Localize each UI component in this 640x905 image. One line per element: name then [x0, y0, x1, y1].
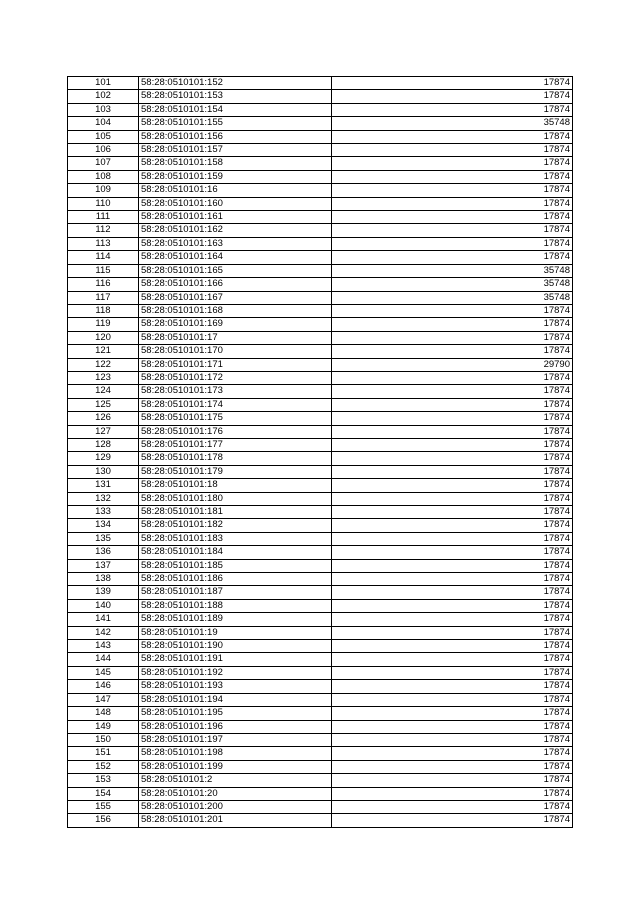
cadastral-number-cell: 58:28:0510101:180 — [139, 492, 332, 505]
row-number-cell: 149 — [68, 720, 139, 733]
cadastral-number-cell: 58:28:0510101:164 — [139, 251, 332, 264]
row-number-cell: 110 — [68, 197, 139, 210]
value-cell: 35748 — [332, 278, 573, 291]
table-row — [68, 586, 573, 599]
value-cell: 17874 — [332, 760, 573, 773]
value-cell: 17874 — [332, 707, 573, 720]
table-row — [68, 680, 573, 693]
table-row — [68, 77, 573, 90]
cadastral-number-cell: 58:28:0510101:184 — [139, 546, 332, 559]
cadastral-number-cell: 58:28:0510101:19 — [139, 626, 332, 639]
table-row — [68, 573, 573, 586]
row-number-cell: 133 — [68, 506, 139, 519]
table-row — [68, 278, 573, 291]
cadastral-number-cell: 58:28:0510101:20 — [139, 787, 332, 800]
table-row — [68, 412, 573, 425]
table-row — [68, 237, 573, 250]
row-number-cell: 112 — [68, 224, 139, 237]
row-number-cell: 105 — [68, 130, 139, 143]
cadastral-number-cell: 58:28:0510101:172 — [139, 371, 332, 384]
row-number-cell: 143 — [68, 640, 139, 653]
value-cell: 17874 — [332, 251, 573, 264]
cadastral-number-cell: 58:28:0510101:186 — [139, 573, 332, 586]
table-row — [68, 747, 573, 760]
value-cell: 17874 — [332, 211, 573, 224]
row-number-cell: 109 — [68, 184, 139, 197]
value-cell: 17874 — [332, 666, 573, 679]
value-cell: 17874 — [332, 519, 573, 532]
cadastral-number-cell: 58:28:0510101:152 — [139, 77, 332, 90]
row-number-cell: 119 — [68, 318, 139, 331]
cadastral-number-cell: 58:28:0510101:195 — [139, 707, 332, 720]
records-table-body — [68, 77, 573, 828]
cadastral-number-cell: 58:28:0510101:18 — [139, 479, 332, 492]
cadastral-number-cell: 58:28:0510101:17 — [139, 331, 332, 344]
row-number-cell: 106 — [68, 144, 139, 157]
table-row — [68, 787, 573, 800]
table-row — [68, 760, 573, 773]
row-number-cell: 155 — [68, 800, 139, 813]
row-number-cell: 121 — [68, 345, 139, 358]
value-cell: 17874 — [332, 640, 573, 653]
value-cell: 17874 — [332, 693, 573, 706]
cadastral-number-cell: 58:28:0510101:157 — [139, 144, 332, 157]
cadastral-number-cell: 58:28:0510101:196 — [139, 720, 332, 733]
row-number-cell: 118 — [68, 304, 139, 317]
value-cell: 35748 — [332, 264, 573, 277]
table-row — [68, 425, 573, 438]
row-number-cell: 153 — [68, 774, 139, 787]
table-row — [68, 559, 573, 572]
row-number-cell: 141 — [68, 613, 139, 626]
value-cell: 17874 — [332, 412, 573, 425]
cadastral-number-cell: 58:28:0510101:191 — [139, 653, 332, 666]
row-number-cell: 132 — [68, 492, 139, 505]
row-number-cell: 120 — [68, 331, 139, 344]
value-cell: 17874 — [332, 774, 573, 787]
row-number-cell: 124 — [68, 385, 139, 398]
table-row — [68, 465, 573, 478]
table-row — [68, 358, 573, 371]
value-cell: 17874 — [332, 800, 573, 813]
table-row — [68, 532, 573, 545]
row-number-cell: 117 — [68, 291, 139, 304]
value-cell: 17874 — [332, 318, 573, 331]
cadastral-number-cell: 58:28:0510101:187 — [139, 586, 332, 599]
value-cell: 17874 — [332, 787, 573, 800]
value-cell: 17874 — [332, 157, 573, 170]
table-row — [68, 666, 573, 679]
cadastral-number-cell: 58:28:0510101:192 — [139, 666, 332, 679]
row-number-cell: 102 — [68, 90, 139, 103]
row-number-cell: 101 — [68, 77, 139, 90]
value-cell: 17874 — [332, 492, 573, 505]
value-cell: 17874 — [332, 747, 573, 760]
value-cell: 17874 — [332, 573, 573, 586]
cadastral-number-cell: 58:28:0510101:198 — [139, 747, 332, 760]
cadastral-number-cell: 58:28:0510101:179 — [139, 465, 332, 478]
table-row — [68, 251, 573, 264]
cadastral-number-cell: 58:28:0510101:170 — [139, 345, 332, 358]
value-cell: 35748 — [332, 291, 573, 304]
cadastral-number-cell: 58:28:0510101:158 — [139, 157, 332, 170]
value-cell: 17874 — [332, 144, 573, 157]
row-number-cell: 152 — [68, 760, 139, 773]
value-cell: 17874 — [332, 77, 573, 90]
table-row — [68, 800, 573, 813]
table-row — [68, 733, 573, 746]
row-number-cell: 108 — [68, 170, 139, 183]
row-number-cell: 111 — [68, 211, 139, 224]
row-number-cell: 125 — [68, 398, 139, 411]
value-cell: 17874 — [332, 224, 573, 237]
table-row — [68, 371, 573, 384]
row-number-cell: 135 — [68, 532, 139, 545]
cadastral-number-cell: 58:28:0510101:201 — [139, 814, 332, 827]
row-number-cell: 115 — [68, 264, 139, 277]
value-cell: 17874 — [332, 559, 573, 572]
value-cell: 17874 — [332, 586, 573, 599]
table-row — [68, 707, 573, 720]
cadastral-number-cell: 58:28:0510101:162 — [139, 224, 332, 237]
row-number-cell: 150 — [68, 733, 139, 746]
table-row — [68, 599, 573, 612]
table-row — [68, 197, 573, 210]
table-row — [68, 613, 573, 626]
value-cell: 17874 — [332, 425, 573, 438]
row-number-cell: 145 — [68, 666, 139, 679]
value-cell: 17874 — [332, 170, 573, 183]
table-row — [68, 224, 573, 237]
cadastral-number-cell: 58:28:0510101:175 — [139, 412, 332, 425]
row-number-cell: 103 — [68, 103, 139, 116]
value-cell: 17874 — [332, 345, 573, 358]
row-number-cell: 147 — [68, 693, 139, 706]
cadastral-number-cell: 58:28:0510101:174 — [139, 398, 332, 411]
value-cell: 17874 — [332, 130, 573, 143]
cadastral-number-cell: 58:28:0510101:155 — [139, 117, 332, 130]
table-row — [68, 117, 573, 130]
cadastral-number-cell: 58:28:0510101:166 — [139, 278, 332, 291]
row-number-cell: 146 — [68, 680, 139, 693]
row-number-cell: 114 — [68, 251, 139, 264]
cadastral-number-cell: 58:28:0510101:193 — [139, 680, 332, 693]
row-number-cell: 107 — [68, 157, 139, 170]
records-table — [67, 76, 573, 828]
row-number-cell: 123 — [68, 371, 139, 384]
row-number-cell: 154 — [68, 787, 139, 800]
value-cell: 17874 — [332, 385, 573, 398]
table-row — [68, 479, 573, 492]
value-cell: 17874 — [332, 733, 573, 746]
value-cell: 17874 — [332, 398, 573, 411]
row-number-cell: 148 — [68, 707, 139, 720]
cadastral-number-cell: 58:28:0510101:171 — [139, 358, 332, 371]
table-row — [68, 211, 573, 224]
value-cell: 17874 — [332, 197, 573, 210]
cadastral-number-cell: 58:28:0510101:163 — [139, 237, 332, 250]
cadastral-number-cell: 58:28:0510101:156 — [139, 130, 332, 143]
row-number-cell: 127 — [68, 425, 139, 438]
value-cell: 17874 — [332, 331, 573, 344]
value-cell: 17874 — [332, 626, 573, 639]
table-row — [68, 814, 573, 827]
table-row — [68, 184, 573, 197]
value-cell: 17874 — [332, 237, 573, 250]
value-cell: 17874 — [332, 720, 573, 733]
row-number-cell: 128 — [68, 438, 139, 451]
table-row — [68, 626, 573, 639]
cadastral-number-cell: 58:28:0510101:16 — [139, 184, 332, 197]
table-row — [68, 90, 573, 103]
cadastral-number-cell: 58:28:0510101:168 — [139, 304, 332, 317]
value-cell: 17874 — [332, 680, 573, 693]
cadastral-number-cell: 58:28:0510101:161 — [139, 211, 332, 224]
cadastral-number-cell: 58:28:0510101:169 — [139, 318, 332, 331]
table-row — [68, 640, 573, 653]
value-cell: 17874 — [332, 465, 573, 478]
cadastral-number-cell: 58:28:0510101:200 — [139, 800, 332, 813]
value-cell: 35748 — [332, 117, 573, 130]
row-number-cell: 144 — [68, 653, 139, 666]
row-number-cell: 129 — [68, 452, 139, 465]
value-cell: 17874 — [332, 438, 573, 451]
table-row — [68, 103, 573, 116]
cadastral-number-cell: 58:28:0510101:153 — [139, 90, 332, 103]
cadastral-number-cell: 58:28:0510101:173 — [139, 385, 332, 398]
table-row — [68, 774, 573, 787]
row-number-cell: 139 — [68, 586, 139, 599]
value-cell: 17874 — [332, 479, 573, 492]
cadastral-number-cell: 58:28:0510101:182 — [139, 519, 332, 532]
row-number-cell: 136 — [68, 546, 139, 559]
value-cell: 17874 — [332, 613, 573, 626]
row-number-cell: 142 — [68, 626, 139, 639]
row-number-cell: 126 — [68, 412, 139, 425]
cadastral-number-cell: 58:28:0510101:178 — [139, 452, 332, 465]
cadastral-number-cell: 58:28:0510101:197 — [139, 733, 332, 746]
value-cell: 17874 — [332, 653, 573, 666]
table-row — [68, 331, 573, 344]
cadastral-number-cell: 58:28:0510101:154 — [139, 103, 332, 116]
value-cell: 17874 — [332, 304, 573, 317]
cadastral-number-cell: 58:28:0510101:190 — [139, 640, 332, 653]
cadastral-number-cell: 58:28:0510101:177 — [139, 438, 332, 451]
cadastral-number-cell: 58:28:0510101:183 — [139, 532, 332, 545]
row-number-cell: 137 — [68, 559, 139, 572]
table-row — [68, 519, 573, 532]
value-cell: 17874 — [332, 90, 573, 103]
cadastral-number-cell: 58:28:0510101:167 — [139, 291, 332, 304]
cadastral-number-cell: 58:28:0510101:181 — [139, 506, 332, 519]
table-row — [68, 291, 573, 304]
table-row — [68, 157, 573, 170]
cadastral-number-cell: 58:28:0510101:185 — [139, 559, 332, 572]
table-row — [68, 264, 573, 277]
value-cell: 29790 — [332, 358, 573, 371]
table-row — [68, 318, 573, 331]
cadastral-number-cell: 58:28:0510101:176 — [139, 425, 332, 438]
cadastral-number-cell: 58:28:0510101:194 — [139, 693, 332, 706]
cadastral-number-cell: 58:28:0510101:165 — [139, 264, 332, 277]
table-row — [68, 506, 573, 519]
table-row — [68, 438, 573, 451]
value-cell: 17874 — [332, 532, 573, 545]
table-row — [68, 345, 573, 358]
value-cell: 17874 — [332, 452, 573, 465]
table-row — [68, 304, 573, 317]
value-cell: 17874 — [332, 184, 573, 197]
table-row — [68, 130, 573, 143]
table-row — [68, 492, 573, 505]
table-row — [68, 452, 573, 465]
table-row — [68, 653, 573, 666]
table-row — [68, 385, 573, 398]
row-number-cell: 138 — [68, 573, 139, 586]
row-number-cell: 130 — [68, 465, 139, 478]
row-number-cell: 104 — [68, 117, 139, 130]
row-number-cell: 131 — [68, 479, 139, 492]
cadastral-number-cell: 58:28:0510101:188 — [139, 599, 332, 612]
row-number-cell: 156 — [68, 814, 139, 827]
value-cell: 17874 — [332, 506, 573, 519]
table-row — [68, 546, 573, 559]
cadastral-number-cell: 58:28:0510101:2 — [139, 774, 332, 787]
cadastral-number-cell: 58:28:0510101:189 — [139, 613, 332, 626]
value-cell: 17874 — [332, 371, 573, 384]
table-row — [68, 144, 573, 157]
row-number-cell: 116 — [68, 278, 139, 291]
cadastral-number-cell: 58:28:0510101:160 — [139, 197, 332, 210]
value-cell: 17874 — [332, 103, 573, 116]
cadastral-number-cell: 58:28:0510101:159 — [139, 170, 332, 183]
table-row — [68, 720, 573, 733]
cadastral-number-cell: 58:28:0510101:199 — [139, 760, 332, 773]
row-number-cell: 113 — [68, 237, 139, 250]
table-row — [68, 170, 573, 183]
value-cell: 17874 — [332, 599, 573, 612]
row-number-cell: 134 — [68, 519, 139, 532]
row-number-cell: 140 — [68, 599, 139, 612]
row-number-cell: 122 — [68, 358, 139, 371]
row-number-cell: 151 — [68, 747, 139, 760]
value-cell: 17874 — [332, 814, 573, 827]
table-row — [68, 693, 573, 706]
value-cell: 17874 — [332, 546, 573, 559]
table-row — [68, 398, 573, 411]
